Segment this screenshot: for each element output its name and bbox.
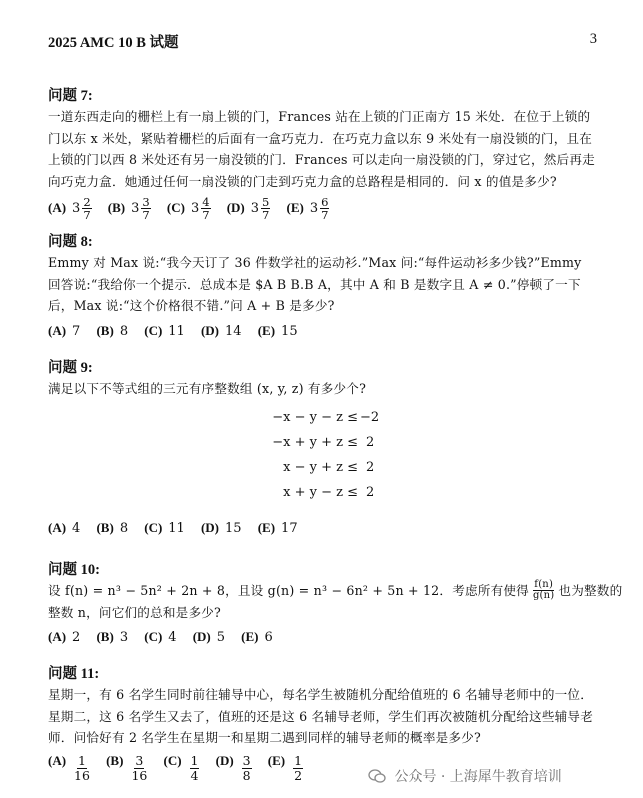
choice-a: (A) 4: [48, 520, 81, 536]
problem-9-choices: [48, 518, 600, 539]
problem-11: [48, 662, 600, 783]
choice-c: (C) 4: [144, 629, 177, 645]
wechat-icon: [368, 769, 386, 783]
choice-e: (E) 3 $\frac{6}{7}$: [286, 195, 329, 222]
text-line: 整数 n，问它们的总和是多少?: [48, 604, 221, 620]
watermark-text: 公众号 · 上海犀牛教育培训: [394, 769, 562, 785]
problem-title: 问题 9:: [48, 360, 93, 376]
choice-c: (C) 11: [144, 322, 185, 339]
problem-text: [48, 378, 600, 400]
text-line: 满足以下不等式组的三元有序整数组 (x, y, z) 有多少个?: [48, 381, 367, 396]
choice-e: (E) 15: [257, 322, 298, 339]
problem-title: 问题 10:: [48, 562, 100, 578]
page-number: 3: [589, 31, 597, 47]
choice-a: (A) 7: [48, 322, 81, 339]
choice-c: (C) $\frac{1}{4}$: [163, 752, 199, 783]
choice-d: (D) 5: [192, 629, 226, 645]
text-line: 师．问恰好有 2 名学生在星期一和星期二遇到同样的辅导老师的概率是多少?: [48, 730, 481, 745]
page-header: [48, 31, 597, 51]
choice-a: (A) 3 $\frac{2}{7}$: [48, 195, 91, 222]
text-line: Emmy 对 Max 说:“我今天订了 36 件数学社的运动衫.”Max 问:“每件运动衫多少钱?”Emmy: [48, 255, 582, 270]
text-line: 星期二，这 6 名学生又去了，值班的还是这 6 名辅导老师，学生们再次被随机分配给这些辅导老: [48, 708, 593, 724]
text-line: 向巧克力盒．她通过任何一扇没锁的门走到巧克力盒的总路程是相同的．问 x 的值是多少?: [48, 173, 557, 189]
answer-choices: [48, 627, 600, 648]
problem-text: [48, 106, 600, 192]
answer-choices: [48, 196, 600, 221]
choice-b: (B) 3 $\frac{3}{7}$: [107, 195, 150, 222]
choice-e: (E) $\frac{1}{2}$: [267, 752, 303, 783]
choice-b: (B) $\frac{3}{16}$: [106, 752, 148, 783]
choice-e: (E) 17: [257, 520, 298, 536]
choice-b: (B) 8: [96, 322, 129, 339]
text-line: 一道东西走向的栅栏上有一扇上锁的门，Frances 站在上锁的门正南方 15 米处．在位于上锁的: [48, 109, 591, 124]
choice-e: (E) 6: [241, 629, 273, 645]
choice-b: (B) 8: [96, 520, 129, 536]
text-line: 星期一，有 6 名学生同时前往辅导中心，每名学生被随机分配给值班的 6 名辅导老师中的一位．: [48, 687, 593, 702]
answer-choices: [48, 321, 600, 342]
choice-d: (D) $\frac{3}{8}$: [215, 752, 251, 783]
choice-c: (C) 11: [144, 520, 185, 536]
choice-a: (A) 2: [48, 629, 81, 645]
problem-text: [48, 579, 623, 623]
choice-d: (D) 3 $\frac{5}{7}$: [226, 195, 270, 222]
text-line: 设 f(n) = n³ − 5n² + 2n + 8，且设 g(n) = n³ − 6n² + 5n + 12．考虑所有使得 $\frac{f(n)}{g(n)}$ 也为整数的: [48, 579, 623, 602]
fraction-f-over-g: $\frac{f(n)}{g(n)}$: [532, 579, 555, 602]
choice-a: (A) $\frac{1}{16}$: [48, 752, 90, 783]
watermark: [368, 766, 562, 786]
text-line: 后，Max 说:“这个价格很不错.”问 A + B 是多少?: [48, 298, 335, 313]
text-line: 上锁的门以西 8 米处还有另一扇没锁的门．Frances 可以走向一扇没锁的门，穿过它，然后再走: [48, 152, 595, 167]
choice-d: (D) 14: [200, 322, 242, 339]
answer-choices: [48, 518, 600, 539]
choice-d: (D) 15: [200, 520, 242, 536]
text-line: 门以东 x 米处，紧贴着栅栏的后面有一盒巧克力．在巧克力盒以东 9 米处有一扇没锁的门，且在: [48, 130, 593, 146]
problem-title: 问题 7:: [48, 88, 93, 104]
problem-10: [48, 558, 623, 648]
problem-text: [48, 684, 600, 749]
problem-8: [48, 230, 600, 342]
choice-c: (C) 3 $\frac{4}{7}$: [166, 195, 210, 222]
choice-b: (B) 3: [96, 629, 129, 645]
text-line: 回答说:“我给你一个提示．总成本是 $A B B.B A，其中 A 和 B 是数字且 A ≠ 0.”停顿了一下: [48, 276, 581, 292]
problem-title: 问题 11:: [48, 666, 100, 682]
problem-text: [48, 252, 600, 317]
problem-7: [48, 84, 600, 221]
problem-9: [48, 356, 600, 400]
document-title: 2025 AMC 10 B 试题: [48, 35, 179, 51]
problem-title: 问题 8:: [48, 234, 93, 250]
